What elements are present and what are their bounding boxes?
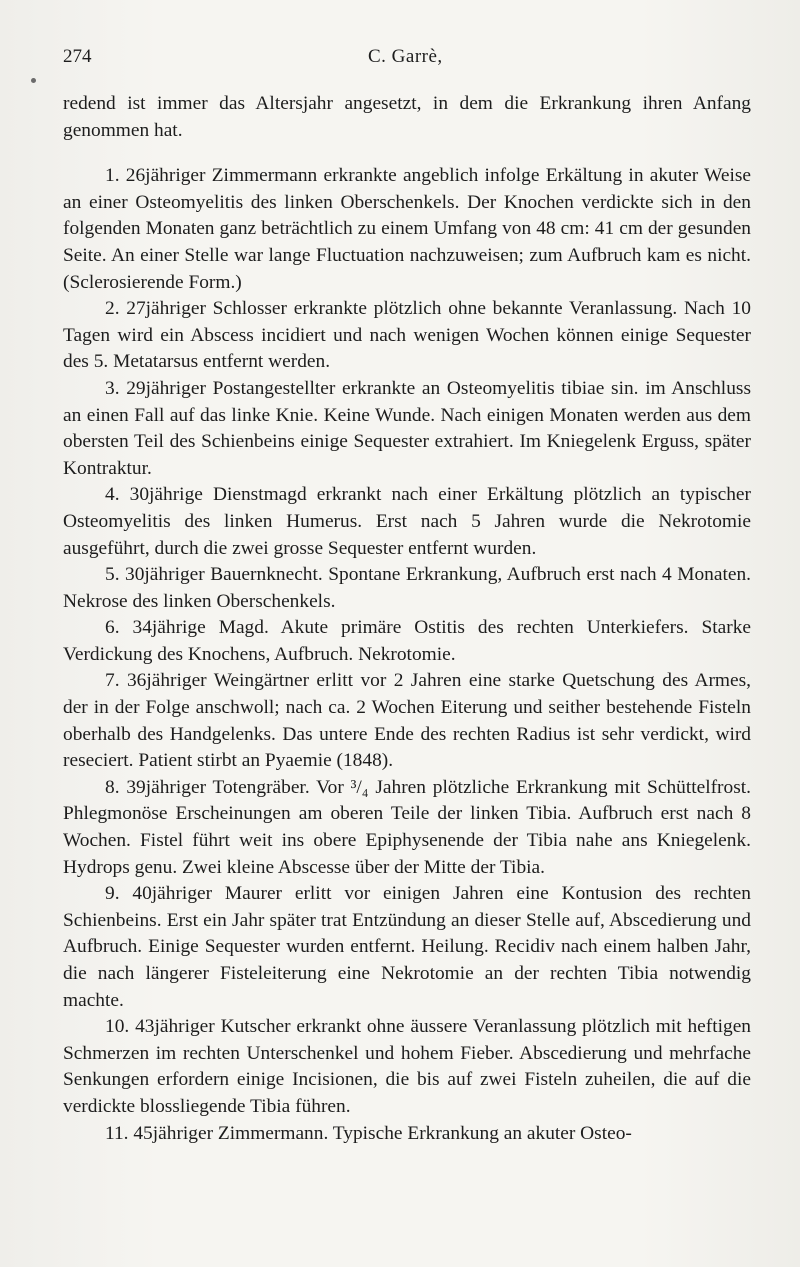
running-head: C. Garrè, (368, 46, 443, 67)
case-2: 2. 27jähriger Schlosser erkrankte plötzlich ohne bekannte Veranlassung. Nach 10 Tagen wird ein Abscess incidiert und nach wenigen Wochen können einige Sequester des 5. Metatarsus entfernt werden. (63, 298, 751, 373)
case-11: 11. 45jähriger Zimmermann. Typische Erkrankung an akuter Osteo- (105, 1122, 632, 1144)
case-8: 8. 39jähriger Totengräber. Vor ³/₄ Jahren plötzliche Erkrankung mit Schüttelfrost. Phlegmonöse Erscheinungen am oberen Teile der linken Tibia. Aufbruch erst nach 8 Wochen. Fistel führt weit ins obere Epiphysenende der Tibia nahe ans Kniegelenk. Hydrops genu. Zwei kleine Abscesse über der Mitte der Tibia. (63, 776, 751, 878)
case-5: 5. 30jähriger Bauernknecht. Spontane Erkrankung, Aufbruch erst nach 4 Monaten. Nekrose des linken Oberschenkels. (63, 564, 751, 612)
case-4: 4. 30jährige Dienstmagd erkrankt nach einer Erkältung plötzlich an typischer Osteomyelitis des linken Humerus. Erst nach 5 Jahren wurde die Nekrotomie ausgeführt, durch die zwei grosse Sequester entfernt wurden. (63, 484, 751, 559)
intro-paragraph: redend ist immer das Altersjahr angesetzt, in dem die Erkrankung ihren Anfang genommen hat. (63, 93, 751, 141)
page-header (63, 46, 758, 72)
case-7: 7. 36jähriger Weingärtner erlitt vor 2 Jahren eine starke Quetschung des Armes, der in der Folge anschwoll; nach ca. 2 Wochen Eiterung und seither bestehende Fisteln oberhalb des Handgelenks. Das untere Ende des rechten Radius ist sehr verdickt, wird reseciert. Patient stirbt an Pyaemie (1848). (63, 670, 751, 772)
case-6: 6. 34jährige Magd. Akute primäre Ostitis des rechten Unterkiefers. Starke Verdickung des Knochens, Aufbruch. Nekrotomie. (63, 617, 751, 665)
case-10: 10. 43jähriger Kutscher erkrankt ohne äussere Veranlassung plötzlich mit heftigen Schmerzen im rechten Unterschenkel und hohem Fieber. Abscedierung und mehrfache Senkungen erfordern einige Incisionen, die bis auf zwei Fisteln zuheilen, die auf die verdickte blossliegende Tibia führen. (63, 1016, 751, 1117)
case-3: 3. 29jähriger Postangestellter erkrankte an Osteomyelitis tibiae sin. im Anschluss an einen Fall auf das linke Knie. Keine Wunde. Nach einigen Monaten werden aus dem obersten Teil des Schienbeins einige Sequester extrahiert. Im Kniegelenk Erguss, später Kontraktur. (63, 377, 751, 479)
body-text (63, 91, 751, 1147)
margin-speck (31, 78, 36, 83)
case-1: 1. 26jähriger Zimmermann erkrankte angeblich infolge Erkältung in akuter Weise an einer Osteomyelitis des linken Oberschenkels. Der Knochen verdickte sich in den folgenden Monaten ganz beträchtlich zu einem Umfang von 48 cm: 41 cm der gesunden Seite. An einer Stelle war lange Fluctuation nachzuweisen; zum Aufbruch kam es nicht. (Sclerosierende Form.) (63, 165, 751, 293)
case-9: 9. 40jähriger Maurer erlitt vor einigen Jahren eine Kontusion des rechten Schienbeins. Erst ein Jahr später trat Entzündung an dieser Stelle auf, Abscedierung und Aufbruch. Einige Sequester wurden entfernt. Heilung. Recidiv nach einem halben Jahr, die nach längerer Fisteleiterung eine Nekrotomie an der rechten Tibia notwendig machte. (63, 883, 751, 1011)
page-number: 274 (63, 46, 92, 67)
